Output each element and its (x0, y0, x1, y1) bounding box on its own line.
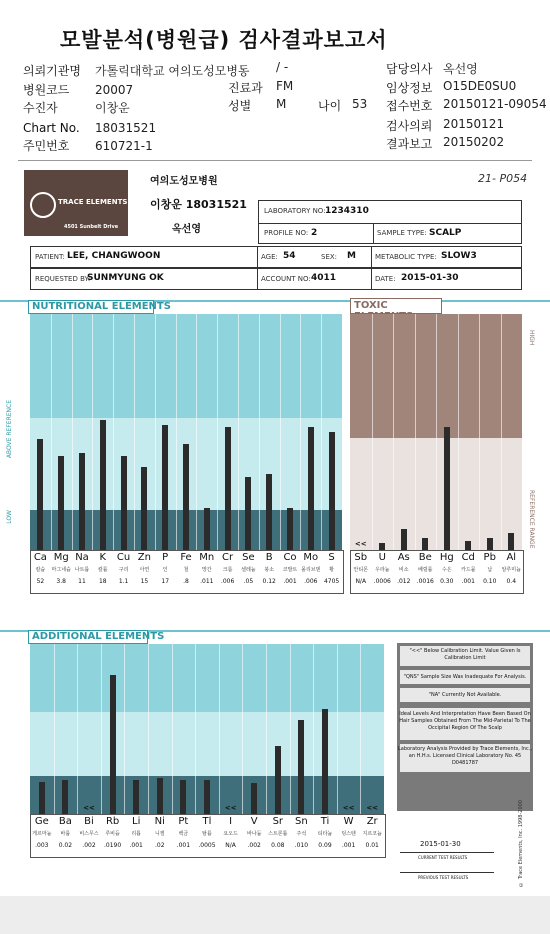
stamp-doctor: 옥선영 (172, 224, 201, 235)
element-korean-name: 마그네슘 (51, 567, 71, 573)
column-divider (51, 314, 52, 550)
element-symbol: Ca (33, 552, 47, 563)
column-divider (219, 644, 220, 814)
element-korean-name: 우라늄 (375, 567, 390, 573)
element-korean-name: 바륨 (60, 831, 71, 837)
report-title: 모발분석(병원급) 검사결과보고서 (60, 28, 388, 52)
element-korean-name: 텅스텐 (341, 831, 356, 837)
element-korean-name: 지르코늄 (362, 831, 382, 837)
bar-v (251, 783, 257, 814)
column-divider (479, 314, 480, 550)
age-label: AGE: (261, 253, 278, 261)
lab-logo (24, 170, 128, 236)
bar-as (401, 529, 407, 550)
globe-icon (30, 192, 56, 218)
element-value: .001 (129, 842, 143, 849)
bar-sn (298, 720, 304, 814)
element-value: 1.1 (118, 578, 129, 585)
element-korean-name: 게르마늄 (32, 831, 52, 837)
note-ideal-levels: Ideal Levels And Interpretation Have Been Based On Hair Samples Obtained From The Mid-Parietal To The Occipital Region Of The Scalp (399, 711, 531, 731)
element-value: .001 (283, 578, 297, 585)
label-receipt-no: 접수번호 (386, 99, 433, 113)
element-value: .0006 (373, 578, 391, 585)
column-divider (266, 644, 267, 814)
element-symbol: Bi (84, 816, 94, 827)
element-korean-name: 망간 (201, 567, 212, 573)
side-label-high: HIGH (528, 330, 535, 346)
label-request-date: 검사의뢰 (386, 119, 433, 133)
current-line (400, 852, 494, 853)
element-value: .0016 (416, 578, 434, 585)
element-value: .02 (155, 842, 165, 849)
bar-s (329, 432, 335, 550)
bar-cu (121, 456, 127, 550)
bar-ca (37, 439, 43, 550)
handwritten-note: 21- P054 (478, 172, 528, 185)
element-value: .001 (341, 842, 356, 849)
side-label-reference: REFERENCE RANGE (528, 490, 535, 549)
column-divider (72, 314, 73, 550)
element-korean-name: 인 (162, 567, 168, 573)
result-date: 2015-01-30 (420, 840, 461, 848)
element-korean-name: 베릴륨 (418, 567, 433, 573)
bar-zn (141, 467, 147, 550)
element-value: .0005 (198, 842, 216, 849)
element-korean-name: 백금 (178, 831, 189, 837)
sample-label: SAMPLE TYPE: (377, 229, 427, 237)
patient-label: PATIENT: (35, 253, 65, 261)
side-label-low: LOW (6, 510, 13, 524)
bar-mg (58, 456, 64, 550)
element-symbol: Hg (439, 552, 454, 563)
element-korean-name: 황 (329, 567, 334, 573)
note-lab-provider: Laboratory Analysis Provided by Trace Elements, Inc., an H.H.s. Licensed Clinical Laboratory No. 45 D0481787 (398, 746, 532, 766)
value-doctor: 옥선영 (443, 62, 478, 76)
element-value: .001 (176, 842, 191, 849)
element-value: .010 (294, 842, 309, 849)
column-divider (300, 314, 301, 550)
element-symbol: Sn (295, 816, 308, 827)
element-symbol: Zr (366, 816, 378, 827)
column-divider (259, 314, 260, 550)
label-report-date: 결과보고 (386, 137, 433, 151)
requested-label: REQUESTED BY: (35, 275, 91, 283)
bar-b (266, 474, 272, 550)
bar-ge (39, 782, 45, 814)
element-symbol: Ni (154, 816, 165, 827)
element-value: 3.8 (56, 578, 66, 585)
element-value: 4705 (323, 578, 340, 585)
element-symbol: K (99, 552, 107, 563)
element-value: .012 (397, 578, 411, 585)
bar-hg (444, 427, 450, 550)
column-divider (92, 314, 93, 550)
date-value: 2015-01-30 (401, 273, 459, 283)
metabolic-value: SLOW3 (441, 251, 477, 261)
label-age: 나이 (318, 99, 342, 113)
element-korean-name: 붕소 (264, 567, 275, 573)
element-korean-name: 셀레늄 (241, 567, 256, 573)
column-divider (176, 314, 177, 550)
bar-se (245, 477, 251, 550)
element-value: 0.09 (318, 842, 332, 849)
column-divider (372, 314, 373, 550)
value-hospital-code: 20007 (95, 83, 134, 97)
element-korean-name: 바나듐 (246, 831, 262, 837)
column-divider (337, 644, 338, 814)
column-divider (217, 314, 218, 550)
element-korean-name: 철 (183, 567, 189, 573)
logo-address: 4501 Sunbelt Drive (64, 224, 119, 230)
element-symbol: Co (283, 552, 297, 563)
label-patient-name: 수진자 (23, 101, 58, 115)
element-value: .05 (243, 578, 254, 585)
element-value: 0.01 (365, 842, 379, 849)
value-dept: FM (276, 79, 294, 93)
column-divider (280, 314, 281, 550)
element-value: .001 (461, 578, 475, 585)
label-chart-no: Chart No. (23, 121, 80, 135)
element-korean-name: 티타늄 (317, 831, 333, 837)
additional-bars (30, 644, 384, 856)
bar-tl (204, 780, 210, 814)
below-limit-marker: << (224, 804, 237, 812)
element-korean-name: 스트론튬 (268, 831, 288, 837)
bar-li (133, 780, 139, 814)
nutritional-title-box (28, 300, 171, 314)
element-symbol: Mg (53, 552, 69, 563)
column-divider (101, 644, 102, 814)
stamp-hospital: 여의도성모병원 (150, 176, 218, 187)
element-korean-name: 크롬 (222, 567, 233, 573)
element-value: 15 (140, 578, 149, 585)
element-value: .002 (82, 842, 96, 849)
bar-cd (465, 541, 471, 550)
stamp-patient: 이창운 18031521 (150, 198, 247, 211)
column-divider (415, 314, 416, 550)
element-value: .0190 (104, 842, 122, 849)
note-na: "NA" Currently Not Available. (428, 692, 502, 698)
element-symbol: Pb (483, 552, 496, 563)
column-divider (54, 644, 55, 814)
copyright: © Trace Elements, Inc. 1998-2000 (518, 800, 524, 887)
below-limit-marker: << (354, 540, 367, 548)
element-symbol: Cu (116, 552, 131, 563)
element-value: N/A (225, 842, 236, 849)
label-hospital-code: 병원코드 (23, 83, 70, 97)
previous-line (400, 872, 494, 873)
element-korean-name: 구리 (118, 567, 129, 573)
column-divider (196, 314, 197, 550)
element-korean-name: 니켈 (154, 831, 165, 837)
column-divider (195, 644, 196, 814)
date-label: DATE: (375, 275, 396, 283)
element-value: 52 (36, 578, 45, 585)
element-symbol: Mn (199, 552, 215, 563)
value-report-date: 20150202 (443, 135, 505, 149)
additional-title-box (28, 630, 165, 644)
element-symbol: V (250, 816, 258, 827)
element-korean-name: 칼슘 (35, 567, 46, 573)
label-sex: 성별 (228, 99, 252, 113)
current-results-label: CURRENT TEST RESULTS (418, 855, 468, 860)
element-symbol: Li (132, 816, 141, 827)
element-korean-name: 납 (487, 567, 493, 573)
bar-ba (62, 780, 68, 814)
column-divider (501, 314, 502, 550)
element-symbol: Cr (222, 552, 234, 563)
element-symbol: B (265, 552, 273, 563)
element-symbol: Sr (272, 816, 284, 827)
value-age: 53 (352, 97, 368, 111)
sample-value: SCALP (429, 228, 462, 238)
column-divider (155, 314, 156, 550)
bar-pt (180, 780, 186, 814)
column-divider (124, 644, 125, 814)
bar-k (100, 420, 106, 550)
bar-pb (487, 538, 493, 550)
element-symbol: S (328, 552, 335, 563)
element-symbol: U (378, 552, 386, 563)
bar-ni (157, 778, 163, 814)
column-divider (238, 314, 239, 550)
value-request-date: 20150121 (443, 117, 505, 131)
bar-ti (322, 709, 328, 814)
bar-rb (110, 675, 116, 814)
bar-cr (225, 427, 231, 550)
element-korean-name: 탈륨 (202, 831, 212, 837)
toxic-bars (350, 314, 522, 592)
element-symbol: Ti (320, 816, 330, 827)
metabolic-label: METABOLIC TYPE: (375, 253, 437, 261)
bar-al (508, 533, 514, 550)
bar-be (422, 538, 428, 550)
column-divider (321, 314, 322, 550)
page-footer (0, 896, 550, 934)
element-symbol: Tl (202, 816, 212, 827)
element-korean-name: 요오드 (223, 831, 238, 837)
lab-no-label: LABORATORY NO: (264, 207, 326, 215)
bar-u (379, 543, 385, 550)
column-divider (290, 644, 291, 814)
label-dept: 진료과 (228, 81, 263, 95)
value-patient-name: 이창운 (95, 101, 130, 115)
element-value: 0.30 (440, 578, 454, 585)
requested-value: SUNMYUNG OK (87, 273, 164, 283)
element-value: 0.10 (483, 578, 497, 585)
column-divider (134, 314, 135, 550)
element-symbol: I (229, 816, 233, 827)
value-chart-no: 18031521 (95, 121, 157, 135)
element-symbol: Be (418, 552, 432, 563)
element-korean-name: 루비듐 (105, 831, 120, 837)
element-value: .011 (200, 578, 214, 585)
column-divider (148, 644, 149, 814)
element-korean-name: 카드뮴 (461, 567, 476, 573)
bar-na (79, 453, 85, 550)
element-value: 17 (161, 578, 170, 585)
column-divider (458, 314, 459, 550)
element-korean-name: 비스무스 (79, 831, 99, 837)
previous-results-label: PREVIOUS TEST RESULTS (418, 875, 469, 880)
bar-fe (183, 444, 189, 550)
element-symbol: Rb (105, 816, 120, 827)
column-divider (242, 644, 243, 814)
element-value: 18 (98, 578, 107, 585)
profile-label: PROFILE NO: (264, 229, 309, 237)
value-sex: M (276, 97, 287, 111)
column-divider (172, 644, 173, 814)
value-receipt-no: 20150121-09054 (443, 97, 547, 111)
bar-mn (204, 508, 210, 550)
element-symbol: Cd (461, 552, 475, 563)
element-value: .002 (247, 842, 261, 849)
column-divider (360, 644, 361, 814)
age-value: 54 (283, 251, 296, 261)
note-qns: "QNS" Sample Size Was Inadequate For Analysis. (403, 674, 527, 680)
lab-info-box (258, 200, 522, 244)
element-korean-name: 안티몬 (353, 567, 368, 573)
element-korean-name: 수은 (441, 567, 452, 573)
bar-mo (308, 427, 314, 550)
header-divider (18, 160, 532, 161)
element-symbol: Sb (354, 552, 368, 563)
element-value: 0.08 (271, 842, 285, 849)
request-row (30, 268, 522, 290)
element-korean-name: 나트륨 (74, 567, 90, 573)
column-divider (313, 644, 314, 814)
patient-row (30, 246, 522, 268)
label-institution: 의뢰기관명 (23, 64, 81, 78)
column-divider (77, 644, 78, 814)
column-divider (393, 314, 394, 550)
element-korean-name: 주석 (296, 831, 307, 837)
below-limit-marker: << (366, 804, 379, 812)
patient-value: LEE, CHANGWOON (67, 251, 161, 261)
toxic-title-box (350, 298, 442, 314)
bar-co (287, 508, 293, 550)
element-symbol: Mo (303, 552, 319, 563)
element-symbol: Zn (137, 552, 151, 563)
element-value: 0.02 (58, 842, 73, 849)
below-limit-marker: << (83, 804, 95, 812)
column-divider (113, 314, 114, 550)
element-symbol: Al (506, 552, 517, 563)
value-resident-no: 610721-1 (95, 139, 153, 153)
lab-no-value: 1234310 (325, 206, 369, 216)
element-symbol: Ba (58, 816, 72, 827)
label-resident-no: 주민번호 (23, 139, 70, 153)
element-korean-name: 칼륨 (97, 567, 108, 573)
element-value: .006 (220, 578, 235, 585)
element-symbol: As (397, 552, 410, 563)
element-korean-name: 코발트 (282, 567, 298, 573)
sex-value: M (347, 251, 356, 261)
nutritional-title: NUTRITIONAL ELEMENTS (32, 301, 171, 312)
element-symbol: Pt (178, 816, 189, 827)
label-clinical-info: 임상정보 (386, 81, 433, 95)
value-clinical-info: O15DE0SU0 (443, 79, 517, 93)
element-value: .006 (304, 578, 318, 585)
toxic-title: TOXIC (354, 300, 388, 311)
bar-sr (275, 746, 281, 814)
element-value: N/A (355, 578, 367, 585)
element-korean-name: 비소 (398, 567, 409, 573)
element-symbol: Na (75, 552, 89, 563)
element-symbol: W (343, 816, 354, 827)
element-symbol: P (162, 552, 169, 563)
element-symbol: Ge (34, 816, 49, 827)
additional-title: ADDITIONAL ELEMENTS (32, 631, 165, 642)
element-value: .003 (35, 842, 49, 849)
nutritional-bars (30, 314, 342, 592)
element-symbol: Fe (180, 552, 192, 563)
element-korean-name: 알루미늄 (501, 567, 521, 573)
note-calibration: "<<" Below Calibration Limit. Value Given Is Calibration Limit (409, 648, 521, 661)
column-divider (436, 314, 437, 550)
element-korean-name: 리튬 (131, 831, 142, 837)
account-value: 4011 (311, 273, 337, 283)
side-label-above: ABOVE REFERENCE (6, 400, 13, 459)
profile-value: 2 (311, 228, 318, 238)
element-korean-name: 아연 (139, 567, 150, 573)
logo-brand: TRACE ELEMENTS (58, 198, 128, 206)
element-korean-name: 몰리브덴 (301, 567, 321, 573)
below-limit-marker: << (342, 804, 355, 812)
bar-p (162, 425, 168, 550)
element-value: 0.12 (262, 578, 276, 585)
sex-label: SEX: (321, 253, 338, 261)
value-institution: 가톨릭대학교 여의도성모병동 (95, 64, 250, 78)
element-value: 11 (78, 578, 86, 585)
account-label: ACCOUNT NO: (261, 275, 311, 283)
element-symbol: Se (242, 552, 255, 563)
element-value: 0.4 (506, 578, 517, 585)
institution-extra: / - (276, 60, 289, 74)
element-value: .8 (183, 578, 189, 585)
label-doctor: 담당의사 (386, 62, 433, 76)
